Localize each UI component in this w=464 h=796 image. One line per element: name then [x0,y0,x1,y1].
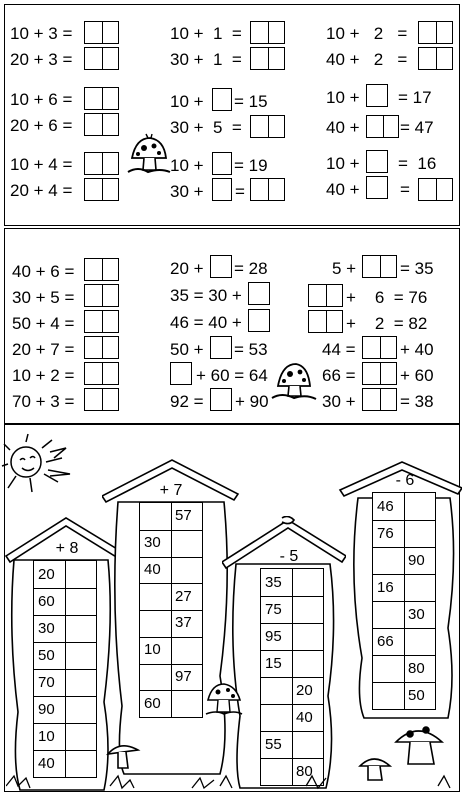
answer-box[interactable] [84,362,119,385]
equation-label: 10 + [170,156,204,175]
table-row-divider [261,650,323,651]
equation-label: 20 + 4 = [10,181,73,200]
equation-result: = 38 [400,392,434,411]
equation-result: + 6 = 76 [346,288,428,307]
equation-label: 10 + [326,88,360,107]
equation-label: 10 + [170,92,204,111]
missing-addend-box[interactable] [210,255,232,278]
answer-box[interactable] [84,258,119,281]
table-row-divider [261,704,323,705]
missing-addend-box[interactable] [362,362,397,385]
table-cell-value: 15 [265,654,282,672]
table-row-divider [34,615,96,616]
equation-label: 20 + 3 = [10,50,73,69]
missing-addend-box[interactable] [366,115,399,138]
equation-result: = 15 [234,92,268,111]
equation-result: = 47 [400,118,434,137]
table-cell-value: 57 [175,507,192,525]
table-cell-value: 16 [377,578,394,596]
answer-box[interactable] [84,113,119,136]
equation-result: = 17 [398,88,432,107]
equation-label: 92 = [170,392,204,411]
equation-result: = 28 [234,259,268,278]
table-row-divider [261,596,323,597]
table-row-divider [140,664,202,665]
sun-illustration [0,430,78,510]
equation-label: 10 + [326,154,360,173]
table-row-divider [34,696,96,697]
equation-label: 20 + 6 = [10,116,73,135]
table-row-divider [373,520,435,521]
table-row-divider [140,583,202,584]
table-cell-value: 50 [38,646,55,664]
table-row-divider [373,682,435,683]
answer-box[interactable] [84,388,119,411]
missing-addend-box[interactable] [362,388,397,411]
house-operation-label: + 8 [55,540,79,557]
table-row-divider [140,530,202,531]
equation-label: 40 + 2 = [326,50,408,69]
missing-addend-box[interactable] [366,150,388,173]
missing-addend-box[interactable] [170,362,192,385]
missing-addend-box[interactable] [362,255,397,278]
table-cell-value: 37 [175,614,192,632]
missing-addend-box[interactable] [308,310,343,333]
equation-result: + 60 [400,366,434,385]
answer-box[interactable] [84,284,119,307]
table-cell-value: 70 [38,673,55,691]
table-cell-value: 50 [408,686,425,704]
table-row-divider [140,557,202,558]
table-cell-value: 80 [296,762,313,780]
house-operation-label: - 5 [279,548,299,565]
table-cell-value: 30 [408,605,425,623]
missing-addend-box[interactable] [366,84,388,107]
house-table [372,492,436,710]
table-cell-value: 55 [265,735,282,753]
table-cell-value: 30 [38,619,55,637]
missing-addend-box[interactable] [366,176,388,199]
table-cell-value: 20 [38,565,55,583]
table-row-divider [34,669,96,670]
missing-addend-box[interactable] [362,336,397,359]
table-row-divider [373,628,435,629]
equation-label: 10 + 2 = [12,366,75,385]
equation-result: = [235,182,245,201]
table-row-divider [261,623,323,624]
answer-box[interactable] [84,87,119,110]
answer-box[interactable] [84,178,119,201]
equation-label: 40 + [326,180,360,199]
house-operation-label: + 7 [159,482,183,499]
table-cell-value: 10 [144,641,161,659]
equation-label: 46 = 40 + [170,313,242,332]
equation-result: = 16 [398,154,437,173]
table-cell-value: 60 [38,592,55,610]
equation-result: = [400,180,410,199]
equation-label: 50 + 4 = [12,314,75,333]
answer-box[interactable] [84,152,119,175]
equation-result: + 2 = 82 [346,314,428,333]
answer-box[interactable] [84,47,119,70]
missing-addend-box[interactable] [248,309,270,332]
table-cell-value: 30 [144,534,161,552]
table-cell-value: 27 [175,587,192,605]
answer-box[interactable] [250,115,285,138]
mushroom-illustration [204,680,244,720]
table-row-divider [373,574,435,575]
answer-box[interactable] [250,178,285,201]
table-row-divider [373,655,435,656]
table-cell-value: 90 [408,551,425,569]
table-row-divider [140,637,202,638]
equation-result: + 90 [235,392,269,411]
mushroom-illustration [270,358,318,404]
answer-box[interactable] [418,47,453,70]
table-row-divider [140,610,202,611]
table-row-divider [373,601,435,602]
equation-label: 20 + 7 = [12,340,75,359]
equation-label: 10 + 6 = [10,90,73,109]
missing-addend-box[interactable] [212,88,232,111]
equation-label: 10 + 2 = [326,24,408,43]
missing-addend-box[interactable] [248,282,270,305]
table-row-divider [34,642,96,643]
answer-box[interactable] [250,47,285,70]
equation-label: 66 = [322,366,356,385]
answer-box[interactable] [418,21,453,44]
table-cell-value: 35 [265,573,282,591]
table-cell-value: 90 [38,700,55,718]
table-cell-value: 10 [38,727,55,745]
mushroom-illustration [126,132,172,178]
table-cell-value: 60 [144,694,161,712]
equation-label: 40 + [326,118,360,137]
equation-label: 50 + [170,340,204,359]
table-cell-value: 40 [144,560,161,578]
equation-result: + 40 [400,340,434,359]
table-cell-value: 97 [175,667,192,685]
house-operation-label: - 6 [395,472,415,489]
table-row-divider [140,690,202,691]
equation-label: 44 = [322,340,356,359]
answer-box[interactable] [84,336,119,359]
answer-box[interactable] [84,21,119,44]
table-cell-value: 80 [408,659,425,677]
equation-label: 30 + [322,392,356,411]
equation-label: 30 + [170,182,204,201]
answer-box[interactable] [84,310,119,333]
table-row-divider [261,677,323,678]
equation-label: 30 + 5 = [170,118,242,137]
equation-label: 20 + [170,259,204,278]
equation-result: = 53 [234,340,268,359]
house-table [139,502,203,718]
equation-result: + 60 = 64 [196,366,268,385]
table-cell-value: 66 [377,632,394,650]
equation-label: 5 + [332,259,357,278]
missing-addend-box[interactable] [308,284,343,307]
equation-label: 10 + 1 = [170,24,242,43]
equation-label: 30 + 5 = [12,288,75,307]
table-cell-value: 46 [377,497,394,515]
table-cell-value: 40 [296,708,313,726]
equation-label: 35 = 30 + [170,286,242,305]
table-row-divider [373,547,435,548]
table-cell-value: 76 [377,524,394,542]
equation-label: 40 + 6 = [12,262,75,281]
missing-addend-box[interactable] [212,152,232,175]
answer-box[interactable] [250,21,285,44]
missing-addend-box[interactable] [210,336,232,359]
table-cell-value: 95 [265,627,282,645]
missing-addend-box[interactable] [212,178,232,201]
table-cell-value: 75 [265,600,282,618]
table-row-divider [34,588,96,589]
table-cell-value: 20 [296,681,313,699]
answer-box[interactable] [418,178,453,201]
equation-label: 10 + 3 = [10,24,73,43]
equation-label: 70 + 3 = [12,392,75,411]
table-cell-value: 40 [38,754,55,772]
equation-result: = 19 [234,156,268,175]
equation-result: = 35 [400,259,434,278]
equation-label: 10 + 4 = [10,155,73,174]
missing-addend-box[interactable] [210,388,232,411]
equation-label: 30 + 1 = [170,50,242,69]
